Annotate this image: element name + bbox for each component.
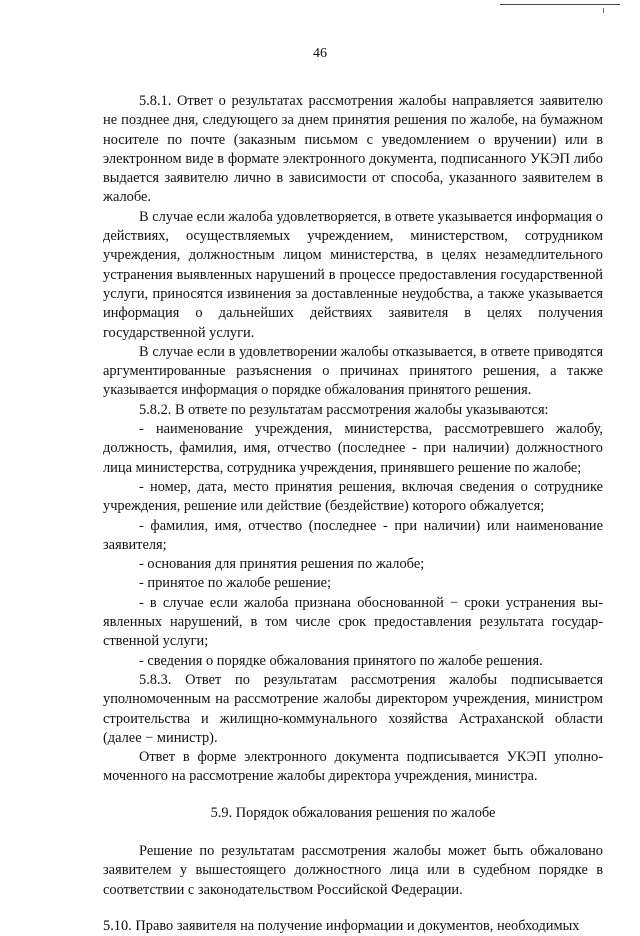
paragraph-appeal: Решение по результатам рассмотрения жалобы может быть обжаловано заявителем у вышестоящего должностного лица или в судебном порядке в соответствии с законодательством Российской Федерации. bbox=[103, 842, 603, 898]
paragraph-complaint-rejected: В случае если в удовлетворении жалобы отказывается, в ответе приводятся аргументированные разъяснения о причинах принятого решения, а также указывается информация о порядке обжалования принятого решения. bbox=[103, 343, 603, 399]
document-body bbox=[103, 92, 603, 936]
paragraph-electronic-response: Ответ в форме электронного документа подписывается УКЭП уполномоченного на рассмотрение жалобы директора учреждения, министра. bbox=[103, 749, 603, 785]
list-item: - принятое по жалобе решение; bbox=[139, 575, 332, 592]
list-item: - основания для принятия решения по жалобе; bbox=[139, 556, 425, 573]
top-rule bbox=[500, 4, 620, 5]
page-number: 46 bbox=[313, 46, 327, 61]
section-heading-5-9: 5.9. Порядок обжалования решения по жалобе bbox=[210, 804, 496, 821]
list-item: - сведения о порядке обжалования принятого по жалобе решения. bbox=[139, 652, 543, 669]
top-mark bbox=[603, 8, 604, 13]
section-heading-5-10: 5.10. Право заявителя на получение информации и документов, необходимых bbox=[103, 917, 580, 934]
paragraph-5-8-3: 5.8.3. Ответ по результатам рассмотрения жалобы подписывается уполномоченным на рассмотрение жалобы директором учреждения, министром строительства и жилищно-коммунального хозяйства Астраханской области (далее − министр). bbox=[103, 671, 603, 746]
paragraph-5-8-1: 5.8.1. Ответ о результатах рассмотрения жалобы направляется заявителю не позднее дня, следующего за днем принятия решения по жалобе, на бумажном носителе по почте (заказным письмом с уведомлением о вручении) или в электронном виде в формате электронного документа, подписанного УКЭП либо выдается заявителю лично в зависимости от способа, указанного заявителем в жалобе. bbox=[103, 93, 603, 206]
paragraph-complaint-satisfied: В случае если жалоба удовлетворяется, в ответе указывается информация о действиях, осуществляемых учреждением, министерством, сотрудником учреждения, должностным лицом министерства, в целях незамедлительного устранения выявленных нарушений в процессе предоставления государственной услуги, приносятся извинения за доставленные неудобства, а также указывается информация о дальнейших действиях заявителя в целях получения государственной услуги. bbox=[103, 208, 603, 341]
list-item: - в случае если жалоба признана обоснованной − сроки устранения выявленных нарушений, в том числе срок предоставления результата государственной услуги; bbox=[103, 594, 603, 650]
paragraph-5-8-2: 5.8.2. В ответе по результатам рассмотрения жалобы указываются: bbox=[139, 401, 549, 418]
list-item: - наименование учреждения, министерства, рассмотревшего жалобу, должность, фамилия, имя, отчество (последнее - при наличии) должностного лица министерства, сотрудника учреждения, принявшего решение по жалобе; bbox=[103, 421, 603, 476]
list-item: - фамилия, имя, отчество (последнее - при наличии) или наименование заявителя; bbox=[103, 517, 603, 553]
list-item: - номер, дата, место принятия решения, включая сведения о сотруднике учреждения, решение или действие (бездействие) которого обжалуется; bbox=[103, 478, 603, 515]
